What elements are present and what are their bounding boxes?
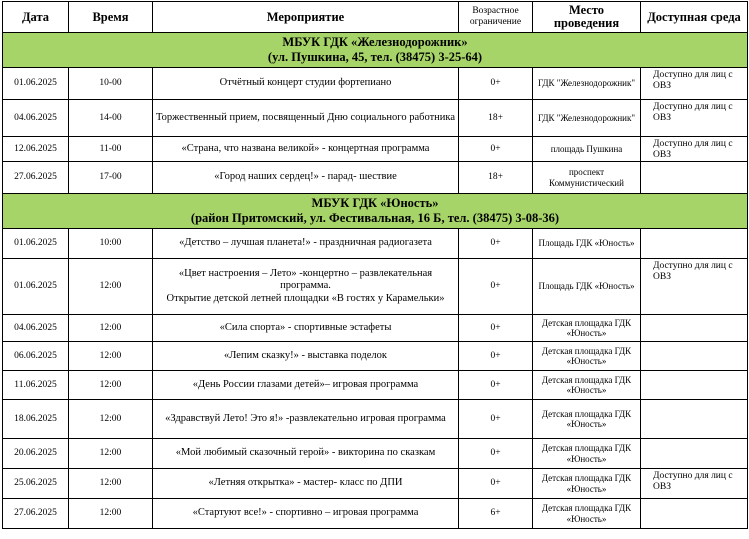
place-cell: Площадь ГДК «Юность» [533,229,641,259]
time-cell: 12:00 [69,469,153,499]
date-cell: 20.06.2025 [3,439,69,469]
place-cell: Детская площадка ГДК «Юность» [533,371,641,400]
table-row [3,342,748,371]
event-text: «Цвет настроения – Лето» -концертно – развлекательная программа. [178,267,433,292]
age-cell: 0+ [459,371,533,400]
place-cell: Детская площадка ГДК «Юность» [533,439,641,469]
time-cell: 12:00 [69,499,153,529]
event-cell [153,259,459,315]
event-cell: «Стартуют все!» - спортивно – игровая программа [153,499,459,529]
age-cell: 0+ [459,68,533,100]
date-cell: 04.06.2025 [3,315,69,342]
table-row [3,439,748,469]
age-cell: 0+ [459,315,533,342]
header-place: Место проведения [533,2,641,33]
place-cell: Детская площадка ГДК «Юность» [533,315,641,342]
date-cell: 01.06.2025 [3,68,69,100]
date-cell: 12.06.2025 [3,137,69,162]
table-row [3,259,748,315]
table-row [3,469,748,499]
table-row [3,162,748,194]
header-access: Доступная среда [641,2,748,33]
org-name: МБУК ГДК «Железнодорожник» [282,35,468,49]
table-row [3,68,748,100]
access-cell [641,162,748,194]
access-cell: Доступно для лиц с ОВЗ [641,137,748,162]
event-cell: Отчётный концерт студии фортепиано [153,68,459,100]
time-cell: 10-00 [69,68,153,100]
event-cell: «Страна, что названа великой» - концертная программа [153,137,459,162]
place-cell: Площадь ГДК «Юность» [533,259,641,315]
place-cell: Детская площадка ГДК «Юность» [533,499,641,529]
age-cell: 0+ [459,342,533,371]
date-cell: 27.06.2025 [3,499,69,529]
time-cell: 12:00 [69,400,153,439]
org-name: МБУК ГДК «Юность» [311,196,439,210]
access-cell [641,439,748,469]
access-cell: Доступно для лиц с ОВЗ [641,100,748,137]
access-cell [641,342,748,371]
place-cell: ГДК "Железнодорожник" [533,100,641,137]
event-cell: «Мой любимый сказочный герой» - викторина по сказкам [153,439,459,469]
header-age: Возрастное ограничение [459,2,533,33]
header-time: Время [69,2,153,33]
time-cell: 10:00 [69,229,153,259]
time-cell: 12:00 [69,259,153,315]
table-row [3,137,748,162]
org-header-yunost [3,194,748,229]
access-cell: Доступно для лиц с ОВЗ [641,469,748,499]
time-cell: 12:00 [69,315,153,342]
table-row [3,229,748,259]
event-cell: «Лепим сказку!» - выставка поделок [153,342,459,371]
age-cell: 0+ [459,469,533,499]
event-text-line2: Открытие детской летней площадки «В гостях у Карамельки» [166,292,445,304]
date-cell: 27.06.2025 [3,162,69,194]
time-cell: 11-00 [69,137,153,162]
table-row [3,499,748,529]
org-address: (район Притомский, ул. Фестивальная, 16 Б, тел. (38475) 3-08-36) [190,211,560,225]
place-cell: проспект Коммунистический [533,162,641,194]
age-cell: 18+ [459,162,533,194]
event-cell: «Город наших сердец!» - парад- шествие [153,162,459,194]
table-row [3,371,748,400]
date-cell: 01.06.2025 [3,229,69,259]
events-table [2,1,748,529]
age-cell: 0+ [459,229,533,259]
access-cell [641,229,748,259]
access-cell [641,315,748,342]
table-row [3,100,748,137]
age-cell: 0+ [459,400,533,439]
time-cell: 17-00 [69,162,153,194]
access-cell [641,371,748,400]
header-event: Мероприятие [153,2,459,33]
event-cell: «Здравствуй Лето! Это я!» -развлекательно игровая программа [153,400,459,439]
time-cell: 12:00 [69,371,153,400]
header-row [3,2,748,33]
date-cell: 18.06.2025 [3,400,69,439]
date-cell: 06.06.2025 [3,342,69,371]
date-cell: 11.06.2025 [3,371,69,400]
age-cell: 0+ [459,439,533,469]
date-cell: 04.06.2025 [3,100,69,137]
date-cell: 25.06.2025 [3,469,69,499]
org-header-cell [3,194,748,229]
org-header-cell [3,33,748,68]
age-cell: 0+ [459,137,533,162]
access-cell [641,499,748,529]
table-row [3,315,748,342]
event-cell: «День России глазами детей»– игровая программа [153,371,459,400]
place-cell: Детская площадка ГДК «Юность» [533,469,641,499]
age-cell: 0+ [459,259,533,315]
event-cell: «Детство – лучшая планета!» - праздничная радиогазета [153,229,459,259]
access-cell: Доступно для лиц с ОВЗ [641,68,748,100]
time-cell: 12:00 [69,439,153,469]
age-cell: 6+ [459,499,533,529]
place-cell: Детская площадка ГДК «Юность» [533,342,641,371]
org-header-zheleznodorozhnik [3,33,748,68]
time-cell: 14-00 [69,100,153,137]
age-cell: 18+ [459,100,533,137]
date-cell: 01.06.2025 [3,259,69,315]
access-cell [641,400,748,439]
event-cell: Торжественный прием, посвященный Дню социального работника [153,100,459,137]
time-cell: 12:00 [69,342,153,371]
header-date: Дата [3,2,69,33]
access-cell: Доступно для лиц с ОВЗ [641,259,748,315]
event-cell: «Летняя открытка» - мастер- класс по ДПИ [153,469,459,499]
place-cell: площадь Пушкина [533,137,641,162]
org-address: (ул. Пушкина, 45, тел. (38475) 3-25-64) [267,50,483,64]
place-cell: Детская площадка ГДК «Юность» [533,400,641,439]
table-row [3,400,748,439]
event-cell: «Сила спорта» - спортивные эстафеты [153,315,459,342]
place-cell: ГДК "Железнодорожник" [533,68,641,100]
